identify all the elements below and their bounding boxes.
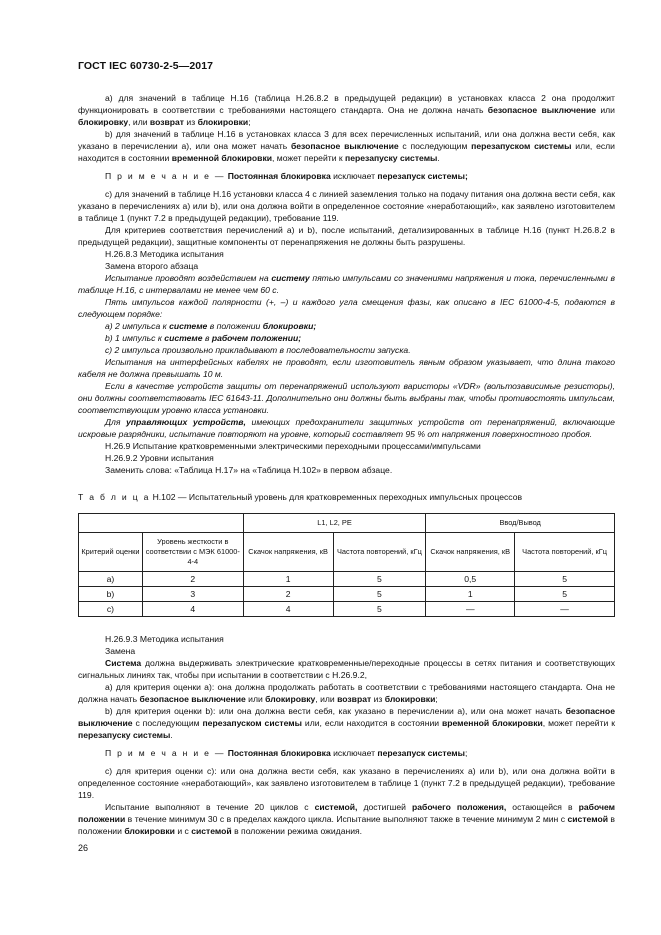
text-run: Замена — [105, 646, 136, 656]
text-run: Н.26.9.2 Уровни испытания — [105, 453, 214, 463]
text-run: в — [202, 333, 212, 343]
table-column-header: Критерий оценки — [79, 533, 143, 572]
paragraph — [78, 188, 615, 224]
text-run: рабочего положения, — [412, 802, 507, 812]
table-cell: а) — [79, 572, 143, 587]
text-run: Постоянная блокировка — [227, 748, 331, 758]
text-run: перезапуск системы; — [377, 171, 468, 181]
text-run: и с — [174, 826, 192, 836]
text-run: системой, — [314, 802, 358, 812]
list-item — [78, 344, 615, 356]
text-run: возврат — [337, 694, 372, 704]
text-run: Испытание проводят воздействием на — [105, 273, 272, 283]
paragraph — [78, 356, 615, 380]
table-column-header: Скачок напряжения, кВ — [426, 533, 515, 572]
text-run: Заменить слова: «Таблица Н.17» на «Таблица Н.102» в первом абзаце. — [105, 465, 393, 475]
text-run: с последующим — [398, 141, 472, 151]
section-heading — [78, 440, 615, 452]
text-run: или — [245, 694, 266, 704]
text-run: Н.26.9.3 Методика испытания — [105, 634, 224, 644]
text-run: системой — [191, 826, 232, 836]
table-header-row — [79, 533, 615, 572]
text-run: с) 2 импульса произвольно прикладывают в последовательности запуска. — [105, 345, 411, 355]
text-run: систему — [271, 273, 310, 283]
table-header-row — [79, 514, 615, 533]
text-run: безопасное выключение — [139, 694, 246, 704]
table-row — [79, 572, 615, 587]
text-run: в течение минимум 30 с в пределах каждого цикла. Испытание выполняют также в течение минимум 2 мин с — [125, 814, 568, 824]
text-run: или — [596, 105, 615, 115]
table-cell: 1 — [426, 587, 515, 602]
text-run: а) 2 импульса к — [105, 321, 170, 331]
table-cell: 2 — [243, 587, 333, 602]
text-run: блокировки — [197, 117, 249, 127]
text-run: , или — [315, 694, 338, 704]
text-run: блокировки — [124, 826, 175, 836]
text-run: b) 1 импульс к — [105, 333, 165, 343]
text-run: системе — [164, 333, 203, 343]
paragraph — [78, 296, 615, 320]
text-run: блокировку — [78, 117, 129, 127]
section-heading — [78, 633, 615, 645]
table-cell: 1 — [243, 572, 333, 587]
text-run: b) для значений в таблице Н.16 в установках класса 3 для всех перечисленных испытаний, или она должна вести себя, как указано в перечислении а), или она может начать — [78, 129, 615, 151]
text-run: ; — [248, 117, 251, 127]
text-run: блокировки — [384, 694, 436, 704]
text-run: , или — [128, 117, 150, 127]
paragraph — [78, 765, 615, 801]
table-row — [79, 587, 615, 602]
table-cell: 5 — [333, 602, 426, 617]
list-item — [78, 320, 615, 332]
text-run: Постоянная блокировка — [227, 171, 331, 181]
text-run: П р и м е ч а н и е — — [105, 171, 226, 181]
text-run: Н.26.9 Испытание кратковременными электрическими переходными процессами/импульсами — [105, 441, 481, 451]
table-cell: 0,5 — [426, 572, 515, 587]
text-run: перезапуску системы — [78, 730, 171, 740]
text-run: перезапуском системы — [471, 141, 572, 151]
text-run: временной блокировки — [441, 718, 543, 728]
text-run: с последующим — [132, 718, 203, 728]
table-cell: 2 — [142, 572, 243, 587]
table-caption-text: Н.102 — Испытательный уровень для кратковременных переходных импульсных процессов — [150, 492, 523, 502]
table-cell: 5 — [333, 587, 426, 602]
paragraph — [78, 464, 615, 476]
text-run: ; — [465, 748, 468, 758]
text-run: временной блокировки — [171, 153, 273, 163]
text-run: блокировки; — [262, 321, 317, 331]
text-run: Испытания на интерфейсных кабелях не проводят, если изготовитель явным образом указывает, что длина такого кабеля не должна превышать 10 м. — [78, 357, 615, 379]
text-run: Замена второго абзаца — [105, 261, 199, 271]
text-run: а) для критерия оценки а): она должна продолжать работать в соответствии с требованиями настоящего стандарта. Она не должна начать — [78, 682, 615, 704]
text-run: безопасное выключение — [78, 706, 615, 728]
text-run: . — [170, 730, 173, 740]
table-cell: 3 — [142, 587, 243, 602]
table-cell: 5 — [333, 572, 426, 587]
section-heading — [78, 452, 615, 464]
text-run: исключает — [330, 171, 378, 181]
text-run: b) для критерия оценки b): или она должна вести себя, как указано в перечислении а), или она может начать — [105, 706, 566, 716]
table-group-header: L1, L2, PE — [243, 514, 426, 533]
table-cell: 5 — [515, 572, 615, 587]
text-run: должна выдерживать электрические кратковременные/переходные процессы в сетях питания и соответствующих сигнальных линиях так, чтобы при испытании в соответствии с Н.26.9.2, — [78, 658, 615, 680]
paragraph — [78, 681, 615, 705]
text-run: остающейся в — [506, 802, 579, 812]
text-run: П р и м е ч а н и е — — [105, 748, 226, 758]
paragraph — [78, 128, 615, 164]
text-run: безопасное выключение — [290, 141, 399, 151]
table-column-header: Частота повторений, кГц — [333, 533, 426, 572]
paragraph — [78, 416, 615, 440]
paragraph — [78, 657, 615, 681]
text-run: блокировку — [265, 694, 316, 704]
text-run: а) для значений в таблице Н.16 (таблица Н.26.8.2 в предыдущей редакции) в установках класса 2 она продолжит функционировать в соответствии с требованиями настоящего стандарта. Она не должна начать — [78, 93, 615, 115]
page-number: 26 — [78, 843, 89, 853]
text-run: или, если находится в состоянии — [78, 141, 615, 163]
table-row — [79, 602, 615, 617]
paragraph — [78, 272, 615, 296]
text-run: достигшей — [357, 802, 412, 812]
table-caption-label: Т а б л и ц а — [78, 492, 151, 502]
text-run: рабочем положении; — [211, 333, 302, 343]
text-run: рабочем положении — [78, 802, 615, 824]
paragraph — [78, 380, 615, 416]
text-run: или, если находится в состоянии — [301, 718, 442, 728]
table-cell: 5 — [515, 587, 615, 602]
table-cell: 4 — [142, 602, 243, 617]
text-block-top — [78, 92, 615, 476]
text-run: с) для значений в таблице Н.16 установки класса 4 с линией заземления только на подачу питания она должна вести себя, как указано в перечислениях а) или b), или она должна войти в определенное состояние «неработающий», как заявлено изготовителем в таблице 1 (пункт 7.2 в предыдущей редакции), требование 119. — [78, 189, 615, 223]
table-cell: — — [426, 602, 515, 617]
text-run: перезапуску системы — [345, 153, 438, 163]
table-column-header: Частота повторений, кГц — [515, 533, 615, 572]
paragraph — [78, 92, 615, 128]
paragraph — [78, 645, 615, 657]
text-run: , может перейти к — [542, 718, 615, 728]
text-run: системой — [567, 814, 608, 824]
paragraph — [78, 224, 615, 248]
text-run: Система — [105, 658, 142, 668]
text-run: управляющих устройств, — [126, 417, 246, 427]
text-run: возврат — [149, 117, 185, 127]
paragraph — [78, 801, 615, 837]
text-run: Пять импульсов каждой полярности (+, –) и каждого угла смещения фазы, как описано в IEC 61000-4-5, подаются в следующем порядке: — [78, 297, 615, 319]
text-run: из — [184, 117, 198, 127]
table-cell: b) — [79, 587, 143, 602]
text-run: перезапуск системы — [377, 748, 465, 758]
text-run: , может перейти к — [272, 153, 346, 163]
table-group-header: Ввод/Вывод — [426, 514, 615, 533]
table-column-header: Уровень жесткости в соответствии с МЭК 61000-4-4 — [142, 533, 243, 572]
table-cell: с) — [79, 602, 143, 617]
text-run: с) для критерия оценки с): или она должна вести себя, как указано в перечислениях а) или b), или она должна войти в определенное состояние «неработающий», как заявлено изготовителем в таблице 1 (пункт 7.2 в предыдущей редакции), требование 119. — [78, 766, 615, 800]
text-run: Для — [105, 417, 127, 427]
text-run: системе — [169, 321, 208, 331]
list-item — [78, 332, 615, 344]
table-header-empty — [79, 514, 244, 533]
paragraph — [78, 260, 615, 272]
text-run: Н.26.8.3 Методика испытания — [105, 249, 224, 259]
text-run: Если в качестве устройств защиты от перенапряжений используют варисторы «VDR» (вольтозависимые резисторы), они должны соответствовать IEC 61643-11. Дополнительно они должны быть выбраны так, чтобы противостоять импульсам, соответствующим уровню класса установки. — [78, 381, 615, 415]
text-run: в положении режима ожидания. — [231, 826, 363, 836]
text-run: Для критериев соответствия перечислений а) и b), после испытаний, детализированных в таблице Н.16 (пункт Н.26.8.2 в предыдущей редакции), защитные компоненты от перенапряжения не должны быть разрушены. — [78, 225, 615, 247]
text-run: исключает — [330, 748, 378, 758]
text-run: перезапуском системы — [202, 718, 302, 728]
table-cell: 4 — [243, 602, 333, 617]
paragraph — [78, 705, 615, 741]
text-run: имеющих предохранители защитных устройств от перенапряжений, включающие искровые разрядники, испытание повторяют на уровне, который составляет 95 % от напряжения поверхностного пробоя. — [78, 417, 615, 439]
standard-title: ГОСТ IEC 60730-2-5—2017 — [78, 60, 214, 72]
table-caption — [78, 491, 618, 503]
table-column-header: Скачок напряжения, кВ — [243, 533, 333, 572]
section-heading — [78, 248, 615, 260]
text-run: в положении — [207, 321, 263, 331]
text-block-bottom — [78, 633, 615, 837]
note — [78, 747, 615, 759]
text-run: ; — [435, 694, 438, 704]
text-run: из — [371, 694, 385, 704]
text-run: пятью импульсами со значениями напряжения и тока, перечисленными в таблице Н.16, с интервалами не менее чем 60 с. — [78, 273, 615, 295]
text-run: безопасное выключение — [487, 105, 597, 115]
test-level-table — [78, 513, 615, 617]
table-cell: — — [515, 602, 615, 617]
note — [78, 170, 615, 182]
text-run: Испытание выполняют в течение 20 циклов с — [105, 802, 315, 812]
text-run: в положении — [78, 814, 615, 836]
text-run: . — [437, 153, 440, 163]
